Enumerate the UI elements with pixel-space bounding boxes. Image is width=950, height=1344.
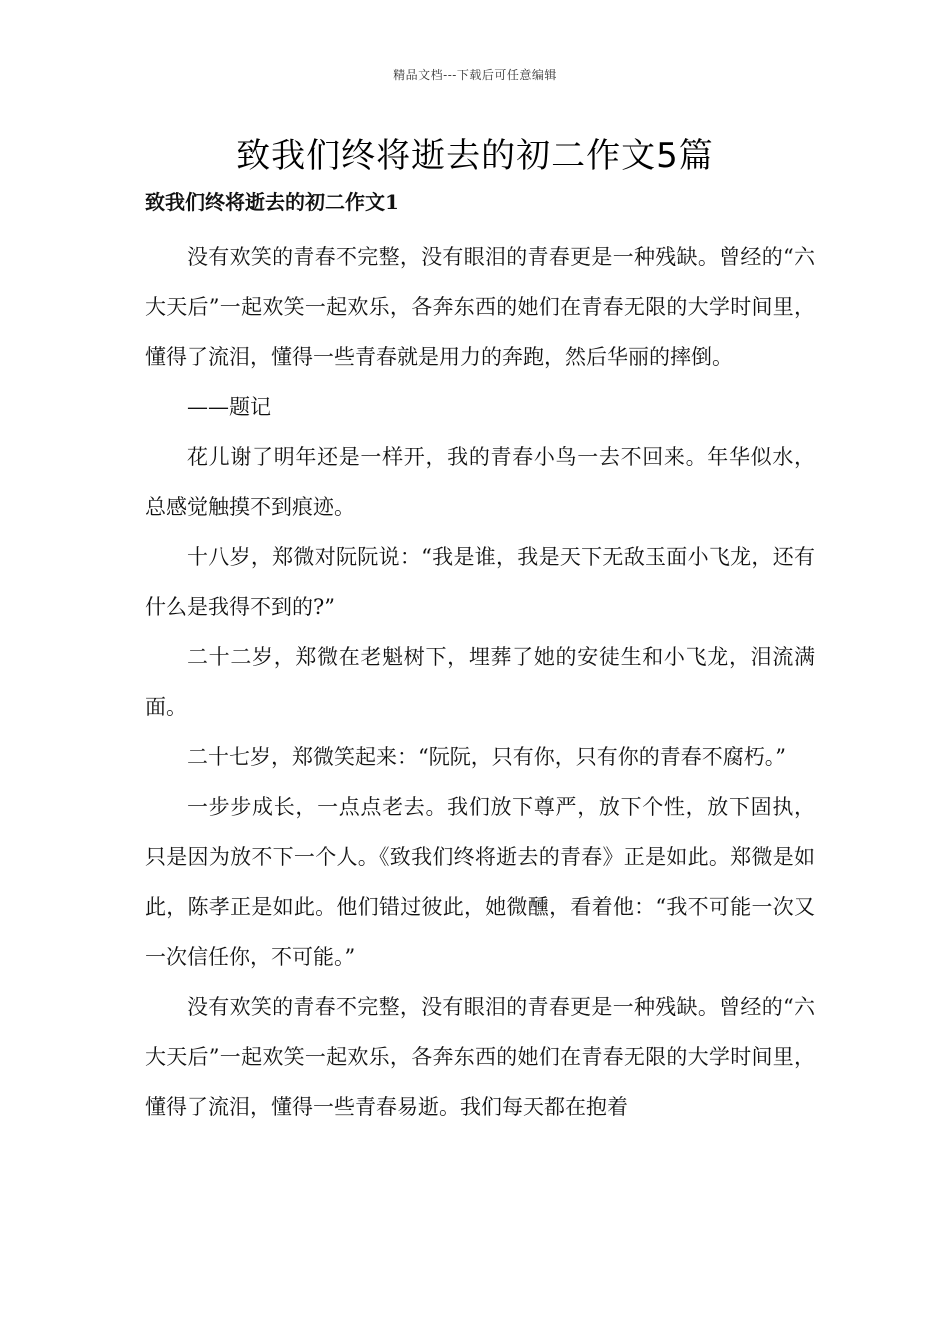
section-title: 致我们终将逝去的初二作文1 (145, 190, 399, 214)
paragraph: 二十七岁，郑微笑起来：“阮阮，只有你，只有你的青春不腐朽。” (187, 745, 786, 769)
paragraph: 一步步成长，一点点老去。我们放下尊严，放下个性，放下固执，只是因为放不下一个人。《致我们终将逝去的青春》正是如此。郑微是如此，陈孝正是如此。他们错过彼此，她微醺，看着他：“我不可能一次又一次信任你，不可能。” (145, 795, 815, 969)
paragraph: 花儿谢了明年还是一样开，我的青春小鸟一去不回来。年华似水，总感觉触摸不到痕迹。 (145, 445, 815, 519)
paragraph: ——题记 (187, 395, 271, 419)
paragraph: 二十二岁，郑微在老魁树下，埋葬了她的安徒生和小飞龙，泪流满面。 (145, 645, 815, 719)
paragraph: 没有欢笑的青春不完整，没有眼泪的青春更是一种残缺。曾经的“六大天后”一起欢笑一起欢乐，各奔东西的她们在青春无限的大学时间里，懂得了流泪，懂得一些青春就是用力的奔跑，然后华丽的摔倒。 (145, 245, 815, 369)
header-note: 精品文档---下载后可任意编辑 (393, 68, 557, 82)
document-title: 致我们终将逝去的初二作文5篇 (236, 136, 714, 176)
body-text (145, 232, 815, 1132)
paragraph: 十八岁，郑微对阮阮说：“我是谁，我是天下无敌玉面小飞龙，还有什么是我得不到的?” (145, 545, 815, 619)
paragraph: 没有欢笑的青春不完整，没有眼泪的青春更是一种残缺。曾经的“六大天后”一起欢笑一起欢乐，各奔东西的她们在青春无限的大学时间里，懂得了流泪，懂得一些青春易逝。我们每天都在抱着 (145, 995, 815, 1119)
